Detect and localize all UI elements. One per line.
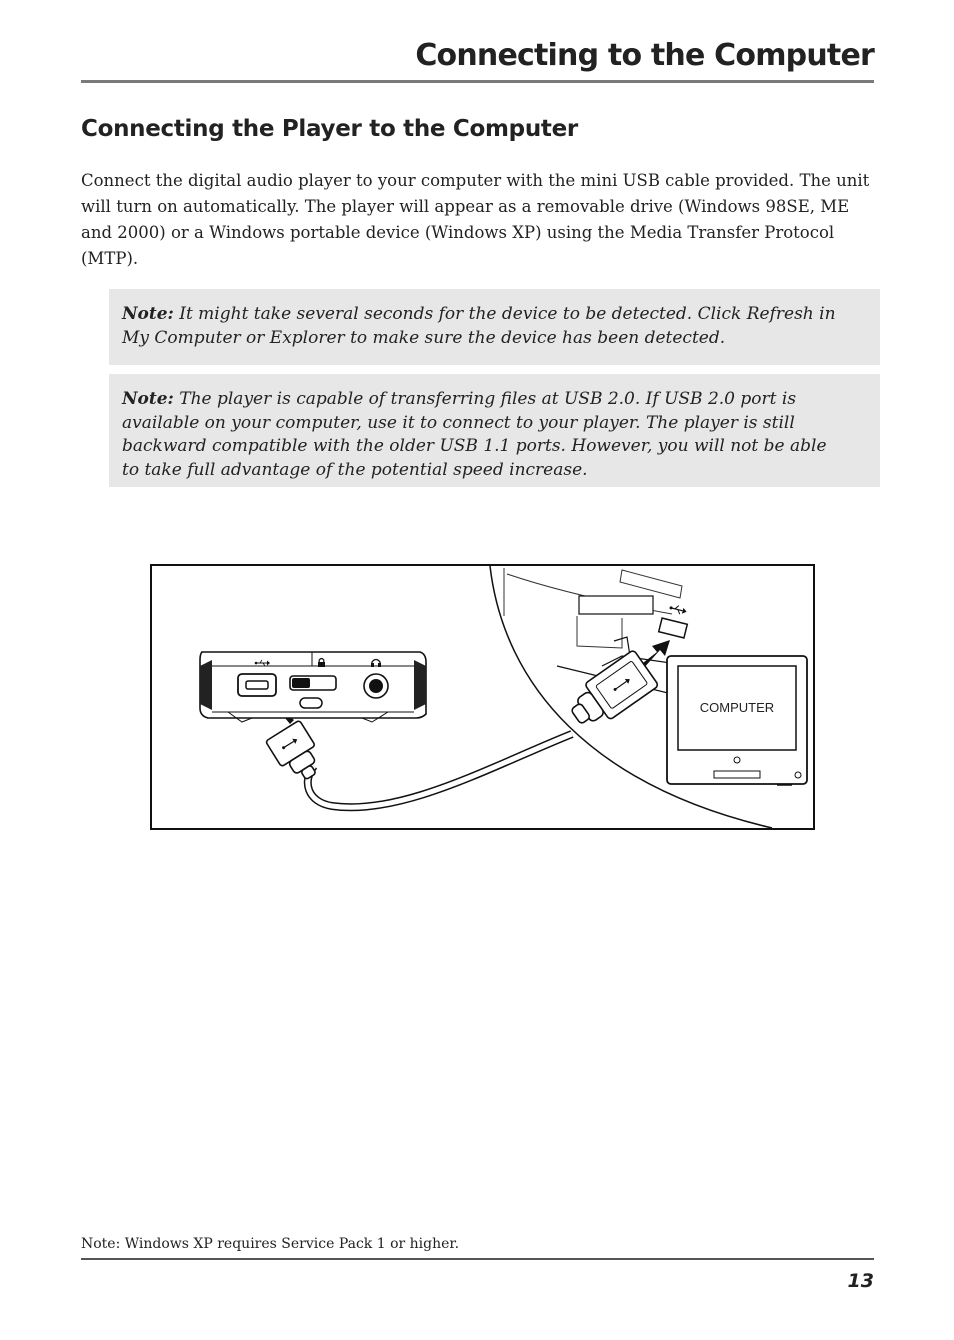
note-text: It might take several seconds for the device to be detected. Click Refresh in My Computer or Explorer to make sure the device has been detected. bbox=[122, 304, 836, 348]
front-panel bbox=[577, 616, 622, 648]
note-paragraph bbox=[122, 388, 837, 482]
usb-cable-outline bbox=[308, 734, 572, 807]
section-body: Connect the digital audio player to your computer with the mini USB cable provided. The unit will turn on automatically. The player will appear as a removable drive (Windows 98SE, ME and 2000) or a Windows portable device (Windows XP) using the Media Transfer Protocol (MTP). bbox=[81, 171, 870, 268]
note-box-usb-speed bbox=[109, 374, 880, 487]
page-number: 13 bbox=[847, 1270, 874, 1292]
note-text: The player is capable of transferring files at USB 2.0. If USB 2.0 port is available on your computer, use it to connect to your player. The player is still backward compatible with the older USB 1.1 ports. However, you will not be able to take full advantage of the potential speed increase. bbox=[122, 389, 827, 480]
footer-rule bbox=[81, 1258, 874, 1260]
front-panel-label-plate bbox=[579, 596, 653, 614]
connection-illustration bbox=[150, 564, 815, 830]
note-paragraph bbox=[122, 303, 837, 350]
page-title: Connecting to the Computer bbox=[415, 38, 874, 73]
note-label: Note: bbox=[122, 304, 174, 324]
usb-cable bbox=[308, 734, 572, 807]
digital-audio-player bbox=[200, 652, 426, 722]
computer-label: COMPUTER bbox=[699, 700, 775, 715]
drive-bay bbox=[620, 570, 682, 598]
computer-monitor bbox=[667, 656, 807, 785]
mini-usb-plug bbox=[266, 720, 329, 787]
footnote: Note: Windows XP requires Service Pack 1 or higher. bbox=[81, 1236, 460, 1252]
connection-diagram bbox=[152, 566, 813, 828]
section-title: Connecting the Player to the Computer bbox=[81, 116, 578, 142]
page-header bbox=[81, 36, 874, 83]
note-box-detection bbox=[109, 289, 880, 365]
note-label: Note: bbox=[122, 389, 174, 409]
computer-usb-port bbox=[659, 618, 688, 638]
